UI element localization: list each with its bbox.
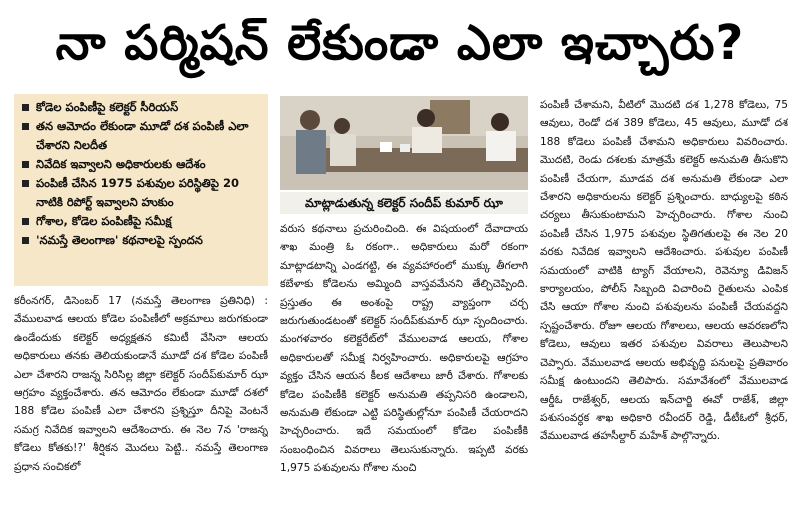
meeting-photo — [280, 96, 528, 190]
highlight-text: తన ఆమోదం లేకుండా మూడో దశ పంపిణీ ఎలా చేశారని నిలదీత — [36, 119, 249, 152]
article-column-1 — [14, 292, 268, 518]
highlight-item — [20, 98, 262, 117]
article-text: పంపిణీ చేశామని, వీటిలో మొదటి దశ 1,278 కోడెలు, 75 ఆవులు, రెండో దశ 389 కోడెలు, 45 ఆవులు, మూడో దశ 188 కోడెలు పంపిణీ చేశామని అధికారులు వివరించారు. మొదటి, రెండు దశలకు మాత్రమే కలెక్టర్ అనుమతి తీసుకొని పంపిణీ చేయగా, మూడవ దశ అనుమతి లేకుండా ఎలా చేశారని అధికారులను కలెక్టర్ ప్రశ్నించారు. బాధ్యులపై కఠిన చర్యలు తీసుకుంటామని హెచ్చరించారు. గోశాల నుంచి పంపిణీ చేసిన 1,975 పశువుల స్థితిగతులపై ఈ నెల 20 వరకు నివేదిక ఇవ్వాలని ఆదేశించారు. పశువుల పంపిణీ సమయంలో వాటికి ట్యాగ్ వేయాలని, రెవెన్యూ డివిజన్ కార్యాలయం, పోలీస్ సిబ్బంది విచారించి రైతులను ఎంపిక చేసి ఆయా గోశాల నుంచి పశువులను పంపిణీ చేయవద్దని స్పష్టంచేశారు. రోజూ ఆలయ గోశాలలు, ఆలయ ఆవరణలోని కోడెలు, ఆవులు ఇతర పశువుల వివరాలు తెలుపాలని చెప్పారు. వేములవాడ ఆలయ అభివృద్ధి పనులపై ప్రతివారం సమీక్ష ఉంటుందని తెలిపారు. సమావేశంలో వేములవాడ ఆర్డీఓ రాజేశ్వర్, ఆలయ ఇన్‌చార్జి ఈవో రాజేశ్, జిల్లా పశుసంవర్ధక శాఖ అధికారి రవీందర్ రెడ్డి, డీటీఓలో శ్రీధర్, వేములవాడ తహసీల్దార్ మహేశ్ పాల్గొన్నారు. — [540, 99, 788, 443]
highlight-item — [20, 174, 262, 212]
highlight-item — [20, 212, 262, 231]
bullet-icon — [22, 180, 29, 187]
article-column-3 — [540, 96, 788, 518]
highlight-item — [20, 117, 262, 155]
highlight-text: కోడెల పంపిణీపై కలెక్టర్ సీరియస్ — [36, 100, 179, 114]
meeting-photo-illustration — [280, 96, 528, 190]
bullet-icon — [22, 237, 29, 244]
photo-caption: మాట్లాడుతున్న కలెక్టర్ సందీప్ కుమార్ ఝా — [280, 192, 528, 214]
article-text: వరుస కథనాలు ప్రచురించింది. ఈ విషయంలో దేవాదాయ శాఖ మంత్రి ఓ రకంగా.. అధికారులు మరో రకంగా మాట్లాడటాన్ని ఎండగట్టి, ఈ వ్యవహారంలో ముక్కు తీగలాగి కబేళాకు కోడెలను అమ్మింది వాస్తవమేనని తేల్చిచెప్పింది. ప్రస్తుతం ఈ అంశంపై రాష్ట్ర వ్యాప్తంగా చర్చ జరుగుతుండటంతో కలెక్టర్ సందీప్‌కుమార్ ఝా స్పందించారు. మంగళవారం కలెక్టరేట్‌లో వేములవాడ ఆలయ, గోశాల అధికారులతో సమీక్ష నిర్వహించారు. అధికారులపై ఆగ్రహం వ్యక్తం చేసిన ఆయన కీలక ఆదేశాలు జారీ చేశారు. గోశాలకు కోడెల పంపిణీకి కలెక్టర్ అనుమతి తప్పనిసరి ఉండాలని, అనుమతి లేకుండా ఎట్టి పరిస్థితుల్లోనూ పంపిణీ చేయరాదని హెచ్చరించారు. ఇదే సమయంలో కోడెల పంపిణీకి సంబంధించిన వివరాలు తెలుసుకున్నారు. ఇప్పటి వరకు 1,975 పశువులను గోశాల నుంచి — [280, 223, 528, 475]
article-column-2 — [280, 220, 528, 518]
bullet-icon — [22, 123, 29, 130]
highlight-text: గోశాల, కోడెల పంపిణీపై సమీక్ష — [36, 214, 172, 228]
highlights-box — [14, 94, 268, 286]
bullet-icon — [22, 161, 29, 168]
highlight-text: 'నమస్తే తెలంగాణ' కథనాలపై స్పందన — [36, 233, 203, 247]
highlight-text: పంపిణీ చేసిన 1975 పశువుల పరిస్థితిపై 20 నాటికి రిపోర్ట్ ఇవ్వాలని హుకుం — [36, 176, 239, 209]
highlight-item — [20, 155, 262, 174]
bullet-icon — [22, 218, 29, 225]
article-text: కరీంనగర్, డిసెంబర్ 17 (నమస్తే తెలంగాణ ప్రతినిధి) : వేములవాడ ఆలయ కోడెల పంపిణీలో అక్రమాలు జరుగకుండా ఉండేందుకు కలెక్టర్ అధ్యక్షతన కమిటీ వేసినా ఆలయ అధికారులు తనకు తెలియకుండానే మూడో దశ కోడెల పంపిణీ ఎలా చేశారని రాజన్న సిరిసిల్ల జిల్లా కలెక్టర్ సందీప్‌కుమార్ ఝా ఆగ్రహం వ్యక్తంచేశారు. తన ఆమోదం లేకుండా మూడో దశలో 188 కోడెల పంపిణీ ఎలా చేశారని ప్రశ్నిస్తూ దీనిపై వెంటనే సమగ్ర నివేదిక ఇవ్వాలని ఆదేశించారు. ఈ నెల 7న 'రాజన్న కోడెలు కోతకు!?' శీర్షికన మొదలు పెట్టి.. నమస్తే తెలంగాణ ప్రధాన సంచికలో — [14, 295, 268, 473]
bullet-icon — [22, 104, 29, 111]
highlight-text: నివేదిక ఇవ్వాలని అధికారులకు ఆదేశం — [36, 157, 206, 171]
headline: నా పర్మిషన్ లేకుండా ఎలా ఇచ్చారు? — [55, 15, 745, 71]
highlight-item — [20, 231, 262, 250]
